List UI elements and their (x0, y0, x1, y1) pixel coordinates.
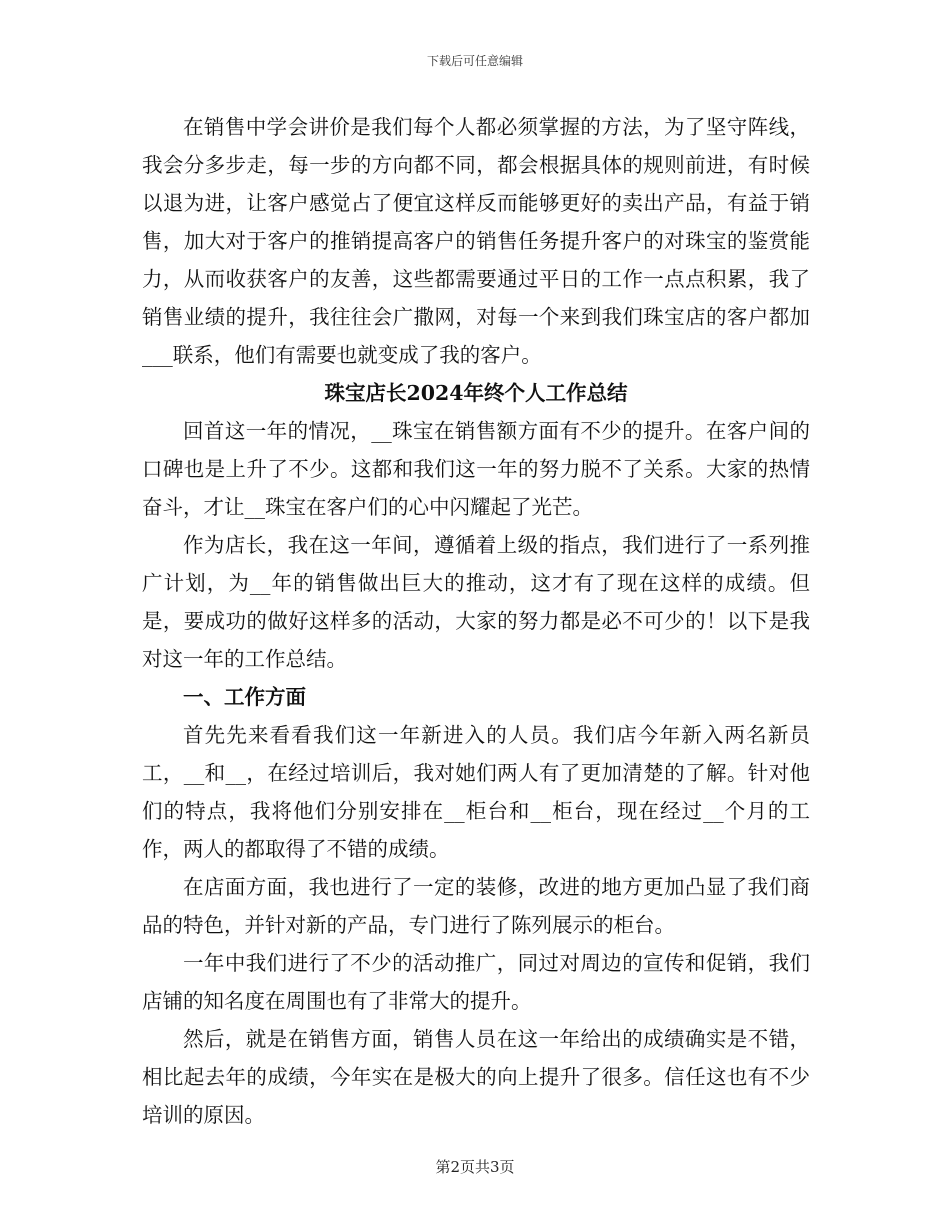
paragraph: 回首这一年的情况，__珠宝在销售额方面有不少的提升。在客户间的口碑也是上升了不少。这都和我们这一年的努力脱不了关系。大家的热情奋斗，才让__珠宝在客户们的心中闪耀起了光芒。 (142, 419, 810, 519)
page-number: 第2页共3页 (435, 1158, 515, 1176)
paragraph: 首先先来看看我们这一年新进入的人员。我们店今年新入两名新员工，__和__，在经过培训后，我对她们两人有了更加清楚的了解。针对他们的特点，我将他们分别安排在__柜台和__柜台，现在经过__个月的工作，两人的都取得了不错的成绩。 (142, 723, 810, 861)
header-note: 下载后可任意编辑 (426, 54, 523, 68)
section-heading: 一、工作方面 (183, 685, 306, 709)
paragraph: 作为店长，我在这一年间，遵循着上级的指点，我们进行了一系列推广计划，为__年的销售做出巨大的推动，这才有了现在这样的成绩。但是，要成功的做好这样多的活动，大家的努力都是必不可少的！以下是我对这一年的工作总结。 (142, 533, 810, 671)
paragraph: 一年中我们进行了不少的活动推广，同过对周边的宣传和促销，我们店铺的知名度在周围也有了非常大的提升。 (142, 951, 810, 1013)
document-body (142, 108, 810, 1134)
paragraph: 然后，就是在销售方面，销售人员在这一年给出的成绩确实是不错，相比起去年的成绩，今年实在是极大的向上提升了很多。信任这也有不少培训的原因。 (142, 1027, 810, 1127)
document-title: 珠宝店长2024年终个人工作总结 (324, 381, 628, 405)
intro-paragraph: 在销售中学会讲价是我们每个人都必须掌握的方法，为了坚守阵线，我会分多步走，每一步的方向都不同，都会根据具体的规则前进，有时候以退为进，让客户感觉占了便宜这样反而能够更好的卖出产品，有益于销售，加大对于客户的推销提高客户的销售任务提升客户的对珠宝的鉴赏能力，从而收获客户的友善，这些都需要通过平日的工作一点点积累，我了销售业绩的提升，我往往会广撒网，对每一个来到我们珠宝店的客户都加___联系，他们有需要也就变成了我的客户。 (142, 115, 810, 367)
paragraph: 在店面方面，我也进行了一定的装修，改进的地方更加凸显了我们商品的特色，并针对新的产品，专门进行了陈列展示的柜台。 (142, 875, 810, 937)
